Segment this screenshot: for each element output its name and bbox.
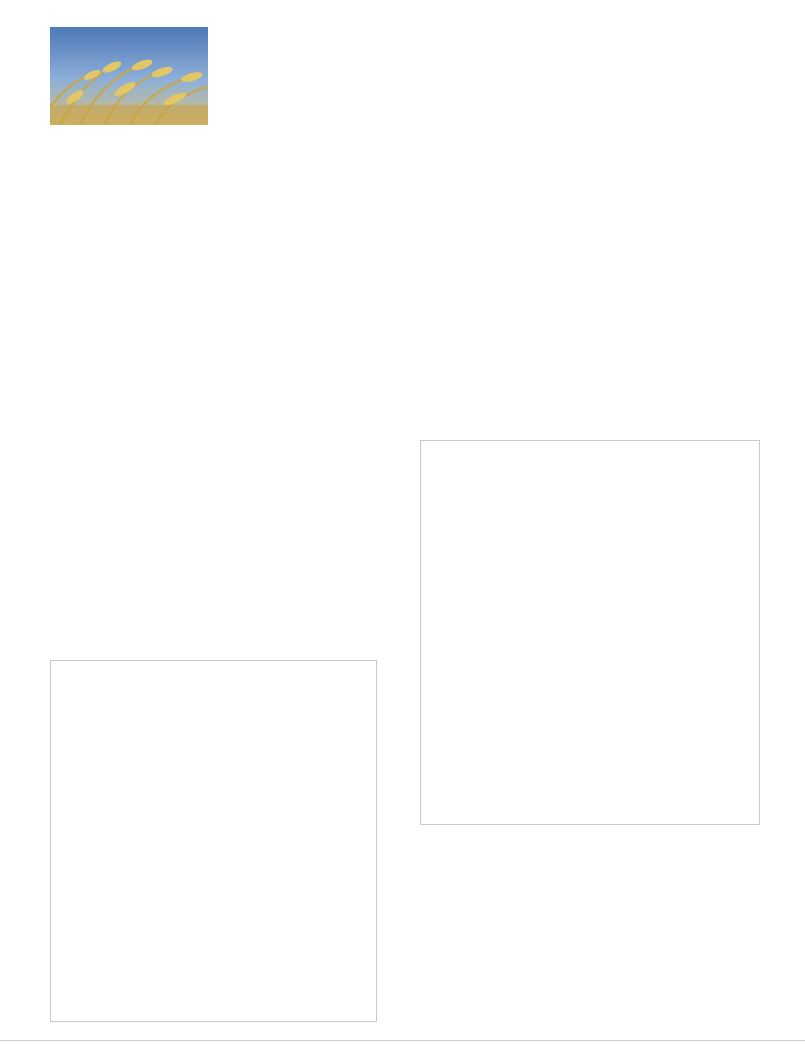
bottom-rule [0, 1040, 805, 1041]
left-column [50, 146, 390, 162]
figure-2 [420, 440, 760, 825]
section-3-block [420, 838, 760, 852]
figure-1-chart [51, 691, 376, 1021]
right-column [420, 158, 760, 172]
wheat-banner-image [50, 27, 208, 125]
figure-2-chart [421, 475, 759, 795]
figure-1 [50, 660, 377, 1022]
